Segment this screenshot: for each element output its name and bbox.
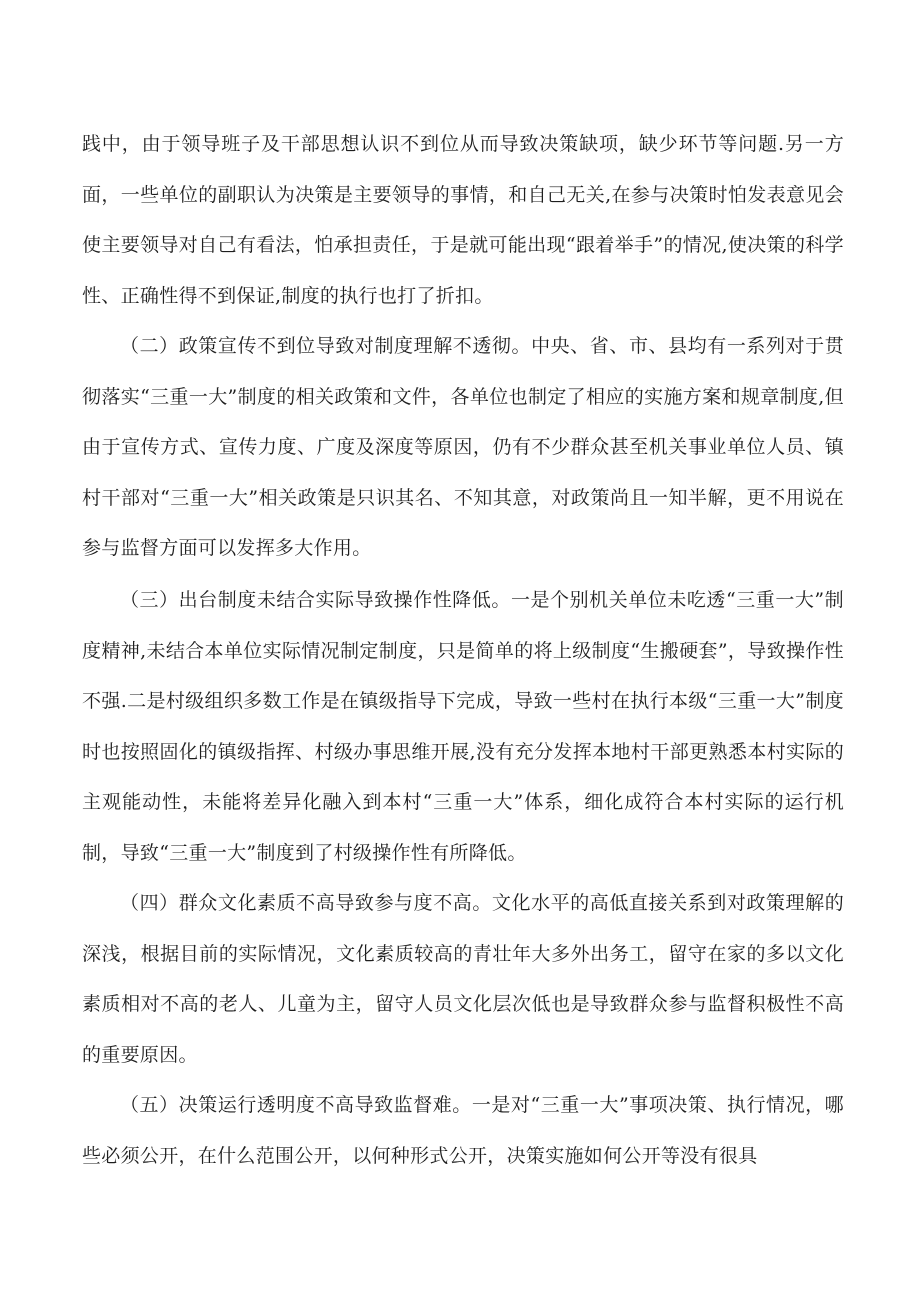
paragraph-section-2: （二）政策宣传不到位导致对制度理解不透彻。中央、省、市、县均有一系列对于贯彻落实“三重一大”制度的相关政策和文件，各单位也制定了相应的实施方案和规章制度,但由于宣传方式、宣传力度、广度及深度等原因，仍有不少群众甚至机关事业单位人员、镇村干部对“三重一大”相关政策是只识其名、不知其意，对政策尚且一知半解，更不用说在参与监督方面可以发挥多大作用。 (82, 335, 844, 559)
paragraph-section-5: （五）决策运行透明度不高导致监督难。一是对“三重一大”事项决策、执行情况，哪些必须公开，在什么范围公开，以何种形式公开，决策实施如何公开等没有很具 (82, 1094, 844, 1167)
paragraph-continuation: 践中，由于领导班子及干部思想认识不到位从而导致决策缺项，缺少环节等问题.另一方面，一些单位的副职认为决策是主要领导的事情，和自己无关,在参与决策时怕发表意见会使主要领导对自己有看法，怕承担责任，于是就可能出现“跟着举手”的情况,使决策的科学性、正确性得不到保证,制度的执行也打了折扣。 (82, 133, 844, 307)
paragraph-section-4: （四）群众文化素质不高导致参与度不高。文化水平的高低直接关系到对政策理解的深浅，根据目前的实际情况，文化素质较高的青壮年大多外出务工，留守在家的多以文化素质相对不高的老人、儿童为主，留守人员文化层次低也是导致群众参与监督积极性不高的重要原因。 (82, 892, 844, 1066)
paragraph-section-3: （三）出台制度未结合实际导致操作性降低。一是个别机关单位未吃透“三重一大”制度精神,未结合本单位实际情况制定制度，只是简单的将上级制度“生搬硬套”，导致操作性不强.二是村级组织多数工作是在镇级指导下完成，导致一些村在执行本级“三重一大”制度时也按照固化的镇级指挥、村级办事思维开展,没有充分发挥本地村干部更熟悉本村实际的主观能动性，未能将差异化融入到本村“三重一大”体系，细化成符合本村实际的运行机制，导致“三重一大”制度到了村级操作性有所降低。 (82, 589, 844, 864)
